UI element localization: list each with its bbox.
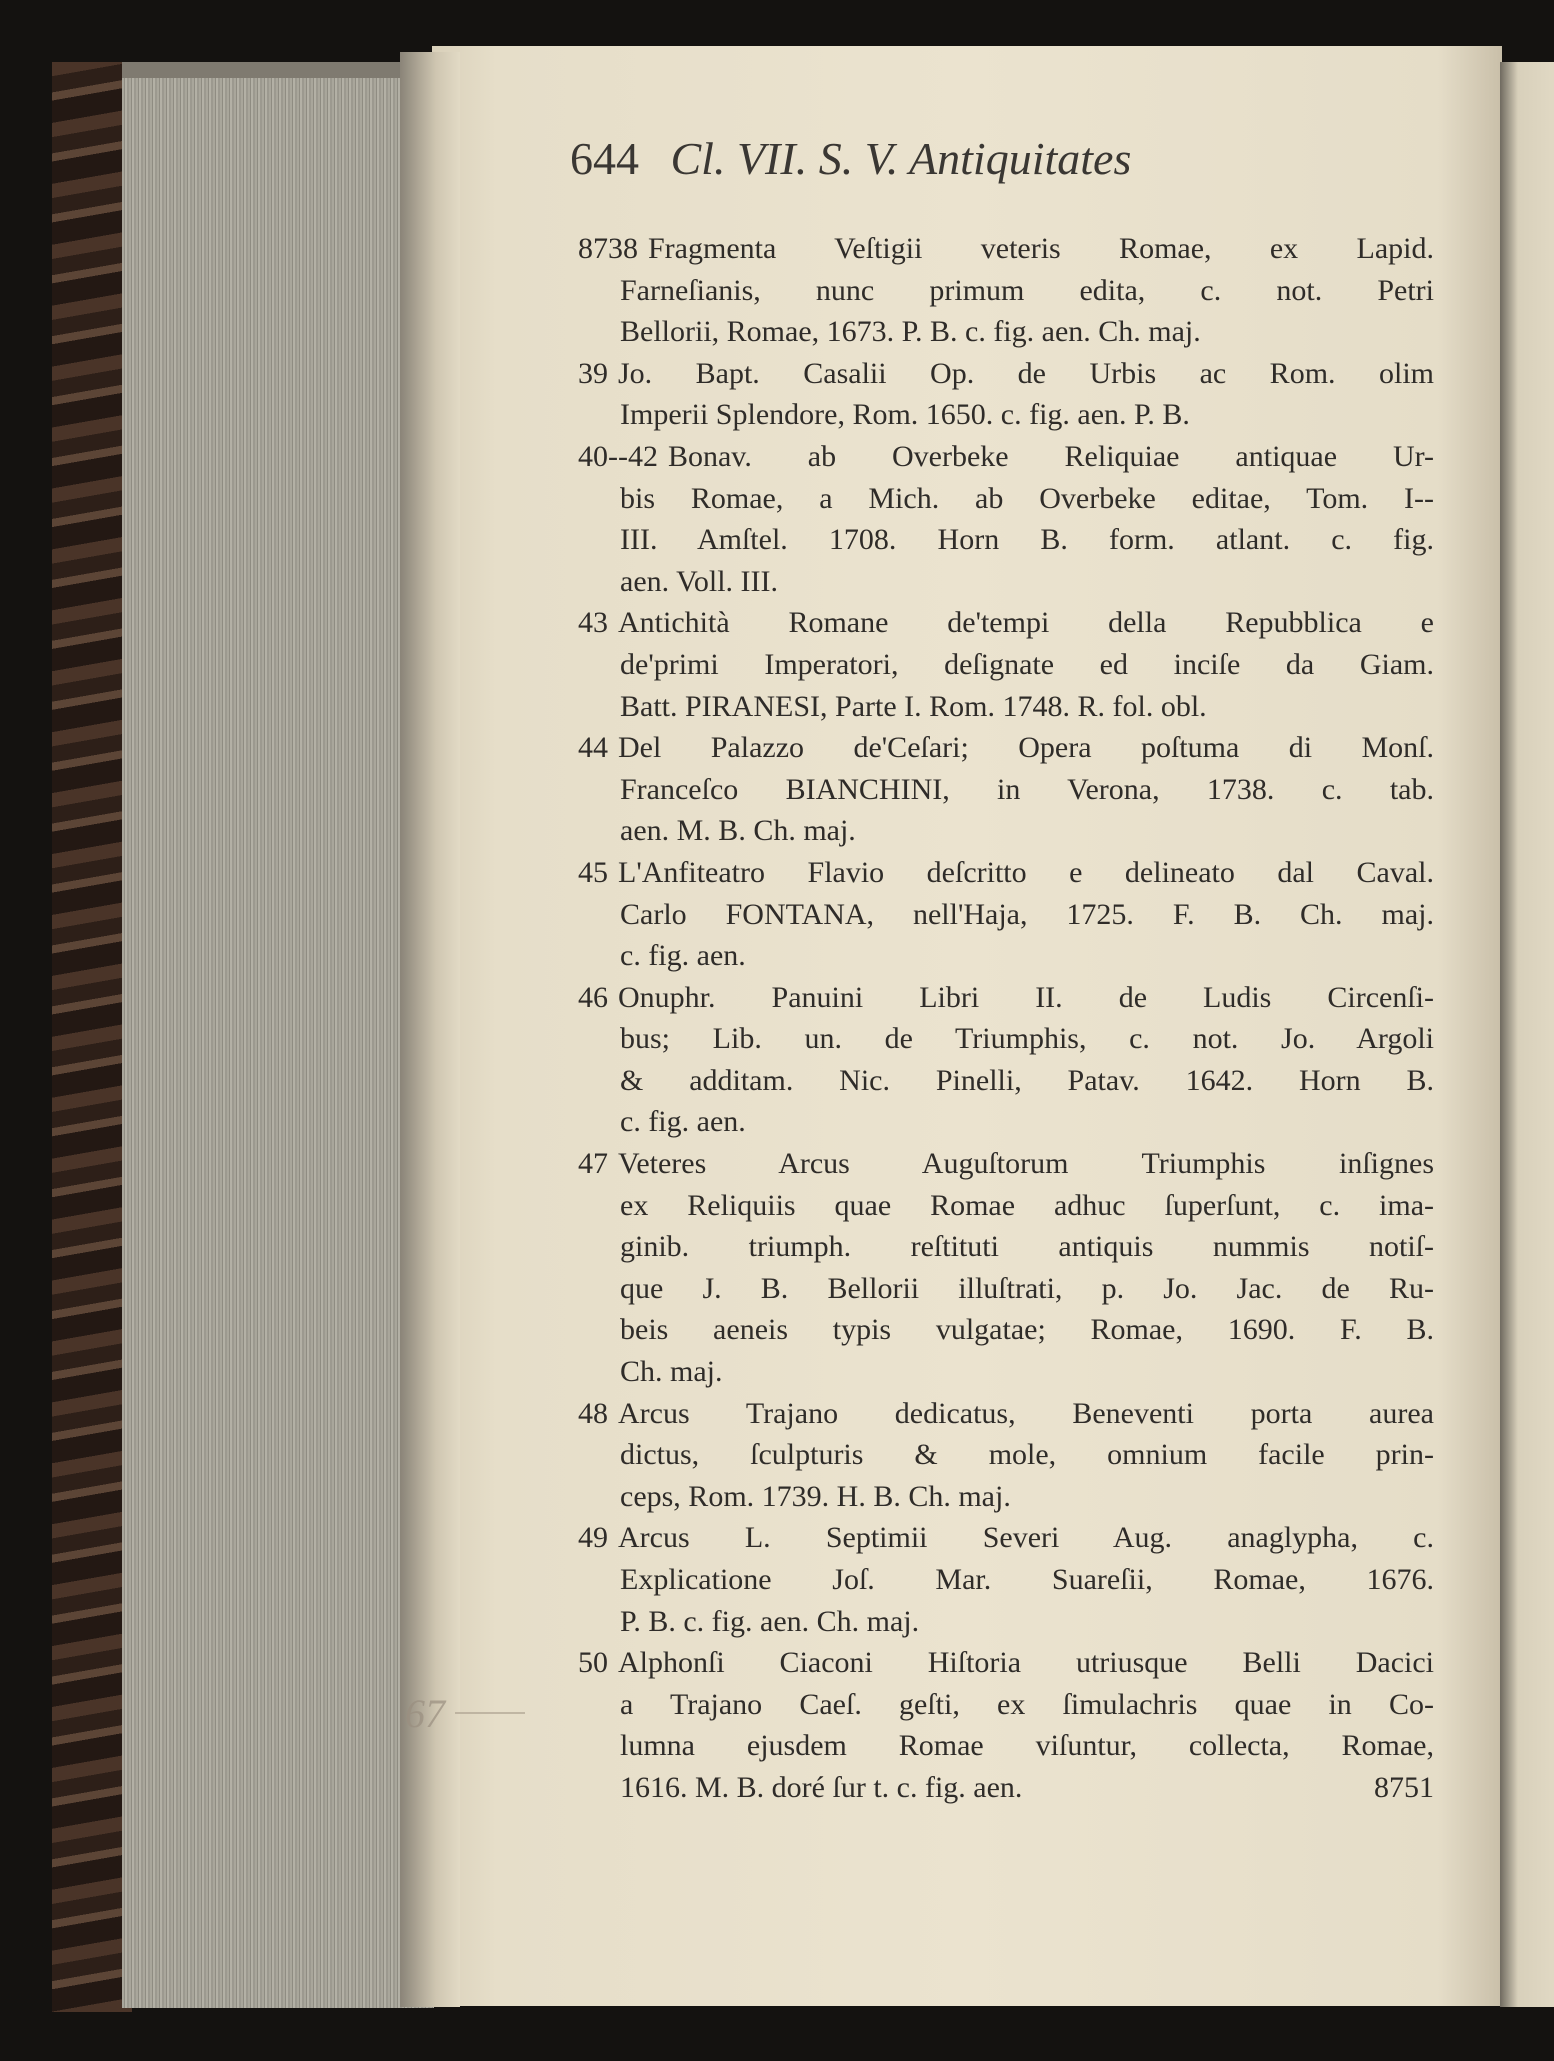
entry-row [620,561,1434,603]
entry-line: a Trajano Caeſ. geſti, ex ſimulachris quae in Co- [620,1687,1434,1721]
entry-line: ceps, Rom. 1739. H. B. Ch. maj. [620,1479,1011,1513]
catalogue-entry [578,1517,1434,1642]
entry-row [578,1393,1434,1435]
entry-line: beis aeneis typis vulgatae; Romae, 1690. F. B. [620,1313,1434,1347]
pencil-annotation: 67 [405,1691,445,1736]
entry-number: 49 [578,1521,608,1555]
entry-line: P. B. c. fig. aen. Ch. maj. [620,1604,920,1638]
entry-line: & additam. Nic. Pinelli, Patav. 1642. Horn B. [620,1063,1434,1097]
entry-row [578,1642,1434,1684]
entry-row [620,1601,1434,1643]
catalogue-entries [578,228,1434,1809]
entry-row [578,977,1434,1019]
catalogue-entry [578,1143,1434,1393]
running-title: Cl. VII. S. V. Antiquitates [670,133,1132,184]
entry-row [620,1559,1434,1601]
entry-row [578,228,1434,270]
entry-row [620,1268,1434,1310]
entry-row [620,1476,1434,1518]
entry-row [578,1517,1434,1559]
entry-line: Bonav. ab Overbeke Reliquiae antiquae Ur- [667,439,1434,473]
entry-row [578,852,1434,894]
catalogue-entry [578,977,1434,1143]
entry-line: que J. B. Bellorii illuſtrati, p. Jo. Jac. de Ru- [620,1271,1434,1305]
entry-line: III. Amſtel. 1708. Horn B. form. atlant. c. fig. [620,523,1434,557]
entry-line: lumna ejusdem Romae viſuntur, collecta, Romae, [620,1729,1434,1763]
entry-row [620,519,1434,561]
entry-line: Jo. Bapt. Casalii Op. de Urbis ac Rom. olim [618,356,1434,390]
entry-row [620,1018,1434,1060]
page-number: 644 [570,133,639,184]
entry-row [620,1226,1434,1268]
entry-row [620,1684,1434,1726]
running-header [570,132,1131,185]
entry-line: dictus, ſculpturis & mole, omnium facile prin- [620,1438,1434,1472]
catalogue-entry [578,852,1434,977]
entry-number: 45 [578,855,608,889]
entry-row [620,769,1434,811]
entry-row [620,1434,1434,1476]
catalogue-entry [578,1393,1434,1518]
entry-line: Del Palazzo de'Ceſari; Opera poſtuma di Monſ. [618,731,1434,765]
entry-row [578,602,1434,644]
entry-row [620,1725,1434,1767]
entry-number: 40--42 [578,439,658,473]
entry-line: de'primi Imperatori, deſignate ed inciſe da Giam. [620,647,1434,681]
entry-number: 47 [578,1147,608,1181]
entry-row [620,478,1434,520]
entry-line: Explicatione Joſ. Mar. Suareſii, Romae, 1676. [620,1563,1434,1596]
entry-line: 1616. M. B. doré ſur t. c. fig. aen. [620,1770,1023,1804]
entry-number: 39 [578,356,608,390]
entry-number: 50 [578,1646,608,1680]
catalogue-entry [578,228,1434,353]
entry-line: aen. Voll. III. [620,564,779,598]
catchword: 8751 [1374,1770,1434,1804]
entry-line: Carlo FONTANA, nell'Haja, 1725. F. B. Ch. maj. [620,897,1434,931]
entry-row [620,270,1434,312]
catalogue-entry [578,727,1434,852]
entry-line: Veteres Arcus Auguſtorum Triumphis inſignes [618,1147,1434,1181]
pencil-stroke [455,1712,525,1714]
entry-line: Onuphr. Panuini Libri II. de Ludis Circenſi- [618,980,1434,1014]
entry-row [578,436,1434,478]
catalogue-entry [578,353,1434,436]
entry-line: Arcus Trajano dedicatus, Beneventi porta aurea [618,1396,1434,1430]
entry-line: c. fig. aen. [620,1105,746,1139]
entry-line: Farneſianis, nunc primum edita, c. not. Petri [620,273,1434,307]
entry-number: 43 [578,606,608,640]
entry-row [578,353,1434,395]
entry-row [620,1060,1434,1102]
entry-line: Batt. PIRANESI, Parte I. Rom. 1748. R. fol. obl. [620,689,1207,723]
entry-line: Alphonſi Ciaconi Hiſtoria utriusque Belli Dacici [618,1646,1434,1680]
entry-row [578,727,1434,769]
entry-line: Antichità Romane de'tempi della Repubblica e [618,606,1434,640]
entry-line: Bellorii, Romae, 1673. P. B. c. fig. aen. Ch. maj. [620,315,1201,349]
entry-line: L'Anfiteatro Flavio deſcritto e delineato dal Caval. [618,855,1434,889]
entry-row [620,1185,1434,1227]
book-cover-edge [52,62,132,2012]
entry-row [620,1351,1434,1393]
catalogue-entry [578,1642,1434,1808]
entry-line: ginib. triumph. reſtituti antiquis nummis notiſ- [620,1230,1434,1264]
entry-row [620,644,1434,686]
entry-row [620,935,1434,977]
entry-row [620,1767,1434,1809]
entry-row [620,394,1434,436]
entry-row [620,1101,1434,1143]
page-block-edges [122,78,434,2008]
entry-line: Arcus L. Septimii Severi Aug. anaglypha, c. [618,1521,1434,1555]
facing-page-edge [1500,62,1554,2007]
entry-line: Imperii Splendore, Rom. 1650. c. fig. aen. P. B. [620,398,1190,432]
catalogue-entry [578,436,1434,602]
entry-line: Ch. maj. [620,1355,723,1389]
entry-row [620,1309,1434,1351]
entry-line: aen. M. B. Ch. maj. [620,814,856,848]
entry-number: 8738 [578,232,638,265]
entry-line: bis Romae, a Mich. ab Overbeke editae, Tom. I-- [620,481,1434,515]
catalogue-entry [578,602,1434,727]
entry-line: c. fig. aen. [620,939,746,973]
entry-row [620,810,1434,852]
entry-row [578,1143,1434,1185]
entry-line: ex Reliquiis quae Romae adhuc ſuperſunt, c. ima- [620,1188,1434,1222]
entry-row [620,311,1434,353]
entry-number: 46 [578,980,608,1014]
entry-number: 44 [578,731,608,765]
entry-row [620,894,1434,936]
entry-line: Fragmenta Veſtigii veteris Romae, ex Lapid. [648,232,1434,265]
entry-number: 48 [578,1396,608,1430]
entry-line: Franceſco BIANCHINI, in Verona, 1738. c. tab. [620,772,1434,806]
entry-line: bus; Lib. un. de Triumphis, c. not. Jo. Argoli [620,1022,1434,1056]
entry-row [620,686,1434,728]
